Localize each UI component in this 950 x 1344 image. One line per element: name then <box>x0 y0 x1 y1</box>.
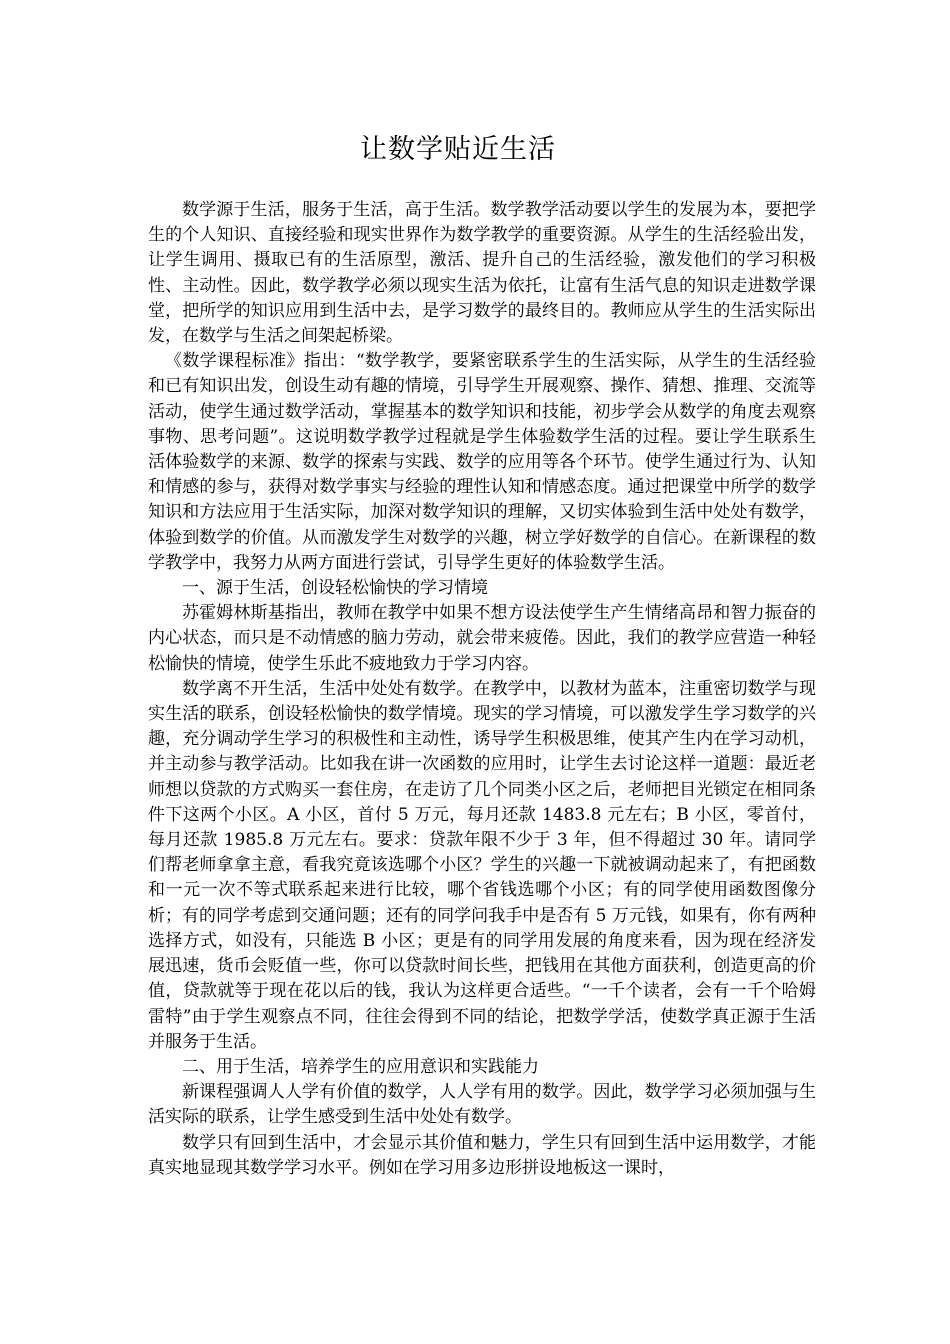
paragraph-back-to-life: 数学只有回到生活中，才会显示其价值和魅力，学生只有回到生活中运用数学，才能真实地显现其数学学习水平。例如在学习用多边形拼设地板这一课时， <box>148 1132 816 1178</box>
paragraph-intro: 数学源于生活，服务于生活，高于生活。数学教学活动要以学生的发展为本，要把学生的个人知识、直接经验和现实世界作为数学教学的重要资源。从学生的生活经验出发，让学生调用、摄取已有的生活原型，激活、提升自己的生活经验，激发他们的学习积极性、主动性。因此，数学教学必须以现实生活为依托，让富有生活气息的知识走进数学课堂，把所学的知识应用到生活中去，是学习数学的最终目的。教师应从学生的生活实际出发，在数学与生活之间架起桥梁。 <box>148 200 816 347</box>
paragraph-sukhomlinsky: 苏霍姆林斯基指出，教师在教学中如果不想方设法使学生产生情绪高昂和智力振奋的内心状态，而只是不动情感的脑力劳动，就会带来疲倦。因此，我们的教学应营造一种轻松愉快的情境，使学生乐此不疲地致力于学习内容。 <box>148 603 816 674</box>
paragraph-loan-example: 数学离不开生活，生活中处处有数学。在教学中，以教材为蓝本，注重密切数学与现实生活的联系，创设轻松愉快的数学情境。现实的学习情境，可以激发学生学习数学的兴趣，充分调动学生学习的积极性和主动性，诱导学生积极思维，使其产生内在学习动机，并主动参与教学活动。比如我在讲一次函数的应用时，让学生去讨论这样一道题：最近老师想以贷款的方式购买一套住房，在走访了几个同类小区之后，老师把目光锁定在相同条件下这两个小区。A 小区，首付 5 万元，每月还款 1483.8 元左右；B 小区，零首付，每月还款 1985.8 万元左右。要求：贷款年限不少于 3 年，但不得超过 30 年。请同学们帮老师拿拿主意，看我究竟该选哪个小区？学生的兴趣一下就被调动起来了，有把函数和一元一次不等式联系起来进行比较，哪个省钱选哪个小区；有的同学使用函数图像分析；有的同学考虑到交通问题；还有的同学问我手中是否有 5 万元钱，如果有，你有两种选择方式，如没有，只能选 B 小区；更是有的同学用发展的角度来看，因为现在经济发展迅速，货币会贬值一些，你可以贷款时间长些，把钱用在其他方面获利，创造更高的价值，贷款就等于现在花以后的钱，我认为这样更合适些。“一千个读者，会有一千个哈姆雷特”由于学生观察点不同，往往会得到不同的结论，把数学学活，使数学真正源于生活并服务于生活。 <box>148 678 816 1052</box>
section-heading-1: 一、源于生活，创设轻松愉快的学习情境 <box>182 578 488 599</box>
document-body <box>148 198 816 1181</box>
paragraph-new-curriculum: 新课程强调人人学有价值的数学，人人学有用的数学。因此，数学学习必须加强与生活实际的联系，让学生感受到生活中处处有数学。 <box>148 1082 816 1128</box>
section-heading-2: 二、用于生活，培养学生的应用意识和实践能力 <box>182 1056 539 1077</box>
document-title: 让数学贴近生活 <box>360 134 556 165</box>
paragraph-curriculum-standard: 《数学课程标准》指出：“数学教学，要紧密联系学生的生活实际，从学生的生活经验和已有知识出发，创设生动有趣的情境，引导学生开展观察、操作、猜想、推理、交流等活动，使学生通过数学活动，掌握基本的数学知识和技能，初步学会从数学的角度去观察事物、思考问题”。这说明数学教学过程就是学生体验数学生活的过程。要让学生联系生活体验数学的来源、数学的探索与实践、数学的应用等各个环节。使学生通过行为、认知和情感的参与，获得对数学事实与经验的理性认知和情感态度。通过把课堂中所学的数学知识和方法应用于生活实际，加深对数学知识的理解，又切实体验到生活中处处有数学，体验到数学的价值。从而激发学生对数学的兴趣，树立学好数学的自信心。在新课程的数学教学中，我努力从两方面进行尝试，引导学生更好的体验数学生活。 <box>148 351 816 573</box>
